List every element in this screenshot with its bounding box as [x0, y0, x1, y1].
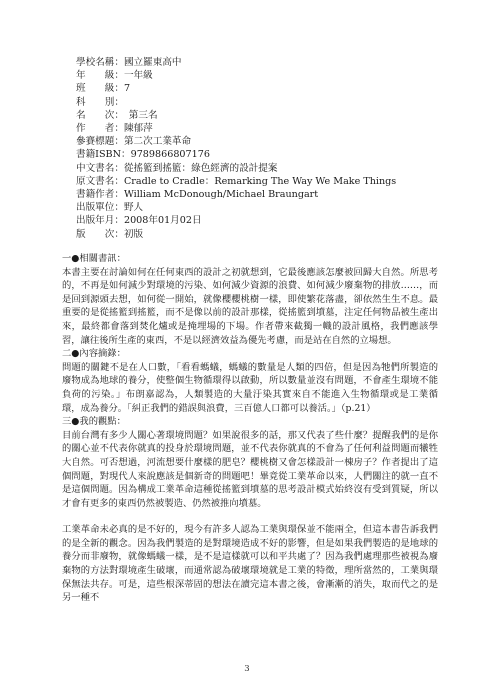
page-number: 3: [244, 664, 250, 674]
section-text-book-info: 本書主要在討論如何在任何東西的設計之初就想到，它最後應該怎麼被回歸大自然。所思考的，不再是如何減少對環境的污染、如何減少資源的浪費、如何減少廢棄物的排放……，而是回到源頭去想，如何從一開始，就像櫻櫻桃樹一樣，即使繁花落盡，卻依然生生不息。最重要的是從搖籃到搖籃，而不是像以前的設計那樣，從搖籃到墳墓，注定任何物品被生產出來，最終都會落到焚化爐或是掩埋場的下場。作者帶來截獨一幟的設計風格，我們應該學習，讓往後所生產的東西，不是以經濟效益為優先考慮，而是站在自然的立場想。: [62, 266, 438, 346]
section-text-continuation: 工業革命未必真的是不好的，現今有許多人認為工業與環保並不能兩全，但這本書告訴我們的是全新的觀念。因為我們製造的是對環境造成不好的影響，但是如果我們製造的是地球的養分而非廢物，就像螞蟻一樣，是不是這樣就可以和平共處了？因為我們處理那些被視為廢棄物的方法對環境產生破壞，而通常認為破壞環境就是工業的特徵，理所當然的，工業與環保無法共存。可是，這些根深蒂固的想法在讀完這本書之後，會漸漸的消失，取而代之的是另一種不: [62, 524, 438, 604]
metadata-block: [76, 56, 456, 241]
meta-book-author: 書籍作者：William McDonough/Michael Braungart: [76, 189, 319, 201]
section-text-opinion: 目前台灣有多少人關心著環境問題？如果說很多的話，那又代表了些什麼？提醒我們的是你的關心並不代表你就真的投身於環境問題，並不代表你就真的不會為了任何利益問題而犧牲大自然。可否想過，河流想要什麼樣的肥皂？櫻桃樹又會怎樣設計一棟房子？作者提出了這個問題，對現代人來說應該是個新奇的問題吧！畢竟從工業革命以來，人們關注的就一直不是這個問題。因為構成工業革命這種從搖籃到墳墓的思考設計模式始終沒有受到質疑，所以才會有更多的東西仍然被製造、仍然被推向墳墓。: [62, 429, 438, 509]
meta-rank: 名 次： 第三名: [76, 109, 158, 121]
meta-publisher: 出版單位：野人: [76, 202, 144, 214]
section-heading-opinion: 三●我的觀點：: [62, 416, 126, 428]
section-text-excerpt: 問題的關鍵不是在人口數，「看看螞蟻，螞蟻的數量是人類的四倍，但是因為牠們所製造的廢物成為地球的養分，使整個生物循環得以啟動，所以數量並沒有問題，不會產生環境不能負荷的污染。」布朗嘉認為，人類製造的大量汙染其實來自不能進入生物循環或是工業循環，成為養分。「糾正我們的錯誤與浪費，三百億人口都可以養活。」（p.21）: [62, 361, 438, 414]
paragraph-gap: [62, 510, 438, 523]
meta-author: 作 者：陳郁萍: [76, 123, 153, 135]
meta-school: 學校名稱：國立羅東高中: [76, 57, 182, 68]
meta-isbn: 書籍ISBN：9789866807176: [76, 149, 210, 161]
meta-department: 科 別：: [76, 96, 124, 108]
meta-entry-title: 參賽標題：第二次工業革命: [76, 136, 192, 148]
section-heading-book-info: 一●相關書訊：: [62, 253, 126, 264]
meta-original-title: 原文書名：Cradle to Cradle：Remarking The Way We Make Things: [76, 175, 397, 187]
meta-class: 班 級：7: [76, 83, 131, 95]
section-heading-excerpt: 二●內容摘錄：: [62, 348, 126, 360]
meta-edition: 版 次：初版: [76, 228, 144, 240]
report-body: [62, 252, 438, 605]
meta-grade: 年 級：一年級: [76, 70, 153, 82]
meta-chinese-title: 中文書名：從搖籃到搖籃：綠色經濟的設計提案: [76, 162, 278, 174]
meta-publish-date: 出版年月：2008年01月02日: [76, 215, 202, 227]
